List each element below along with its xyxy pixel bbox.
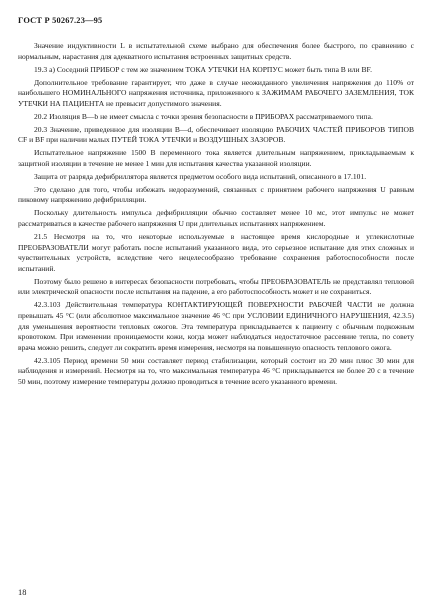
paragraph: 42.3.105 Период времени 50 мин составляет период стабилизации, который состоит из 20 мин плюс 30 мин для наблюдения и измерений. Несмотря на то, что максимальная температура 46 °С прикладывается не более 20 с в течение 50 мин, поэтому измерение температуры должно проводиться в течение всего указанного времени. [18, 355, 414, 386]
paragraph: 21.5 Несмотря на то, что некоторые используемые в настоящее время кислородные и углекислотные ПРЕОБРАЗОВАТЕЛИ могут работать после испытаний указанного вида, это серьезное испытание для этих сложных и чувствительных устройств, вследствие чего нецелесообразно требование сохранения работоспособности после испытаний. [18, 232, 414, 273]
document-body [18, 41, 414, 390]
paragraph: 19.3 а) Соседний ПРИБОР с тем же значением ТОКА УТЕЧКИ НА КОРПУС может быть типа В или BF. [34, 64, 372, 74]
paragraph: Защита от разряда дефибриллятора является предметом особого вида испытаний, описанного в 17.101. [34, 171, 367, 181]
paragraph: Поэтому было решено в интересах безопасности потребовать, чтобы ПРЕОБРАЗОВАТЕЛЬ не представлял тепловой или электрической опасности после испытания на падение, а его работоспособность может и не сохраниться. [18, 276, 414, 297]
paragraph: 20.2 Изоляция В—b не имеет смысла с точки зрения безопасности в ПРИБОРАХ рассматриваемого типа. [34, 111, 373, 121]
paragraph: 42.3.103 Действительная температура КОНТАКТИРУЮЩЕЙ ПОВЕРХНОСТИ РАБОЧЕЙ ЧАСТИ не должна превышать 45 °С (или абсолютное максимальное значение 46 °С при УСЛОВИИ ЕДИНИЧНОГО НАРУШЕНИЯ, 42.3.5) для уменьшения вероятности тепловых ожогов. Эта температура прикладывается к пациенту с обычным подкожным кровотоком. При изменении проницаемости кожи, когда может наблюдаться недостаточное рассеяние тепла, по совету врача можно решить, следует ли сократить время измерения, несмотря на повышенную опасность теплового ожога. [18, 300, 414, 352]
paragraph: Это сделано для того, чтобы избежать недоразумений, связанных с принятием рабочего напряжения U равным пиковому напряжению дефибрилляции. [18, 184, 414, 205]
paragraph: Испытательное напряжение 1500 В переменного тока является длительным напряжением, прикладываемым к защитной изоляции в течение не менее 1 мин для испытания качества указанной изоляции. [18, 148, 414, 168]
paragraph: 20.3 Значение, приведенное для изоляции В—d, обеспечивает изоляцию РАБОЧИХ ЧАСТЕЙ ПРИБОРОВ ТИПОВ CF и BF при наличии малых ПУТЕЙ ТОКА УТЕЧКИ и ВОЗДУШНЫХ ЗАЗОРОВ. [18, 124, 414, 145]
paragraph: Поскольку длительность импульса дефибрилляции обычно составляет менее 10 мс, этот импульс не может рассматриваться в качестве рабочего напряжения U при длительных испытаниях напряжением. [18, 208, 414, 229]
paragraph: Дополнительное требование гарантирует, что даже в случае неожиданного увеличения напряжения до 110% от наибольшего НОМИНАЛЬНОГО напряжения источника, приложенного к ЗАЖИМАМ РАБОЧЕГО ЗАЗЕМЛЕНИЯ, ТОК УТЕЧКИ НА ПАЦИЕНТА не превысит допустимого значения. [18, 77, 414, 108]
page-number: 18 [18, 588, 27, 597]
document-header: ГОСТ Р 50267.23—95 [18, 16, 103, 25]
paragraph: Значение индуктивности L в испытательной схеме выбрано для обеспечения более быстрого, по сравнению с нормальным, нарастания для адекватного испытания встроенных защитных средств. [18, 41, 414, 61]
